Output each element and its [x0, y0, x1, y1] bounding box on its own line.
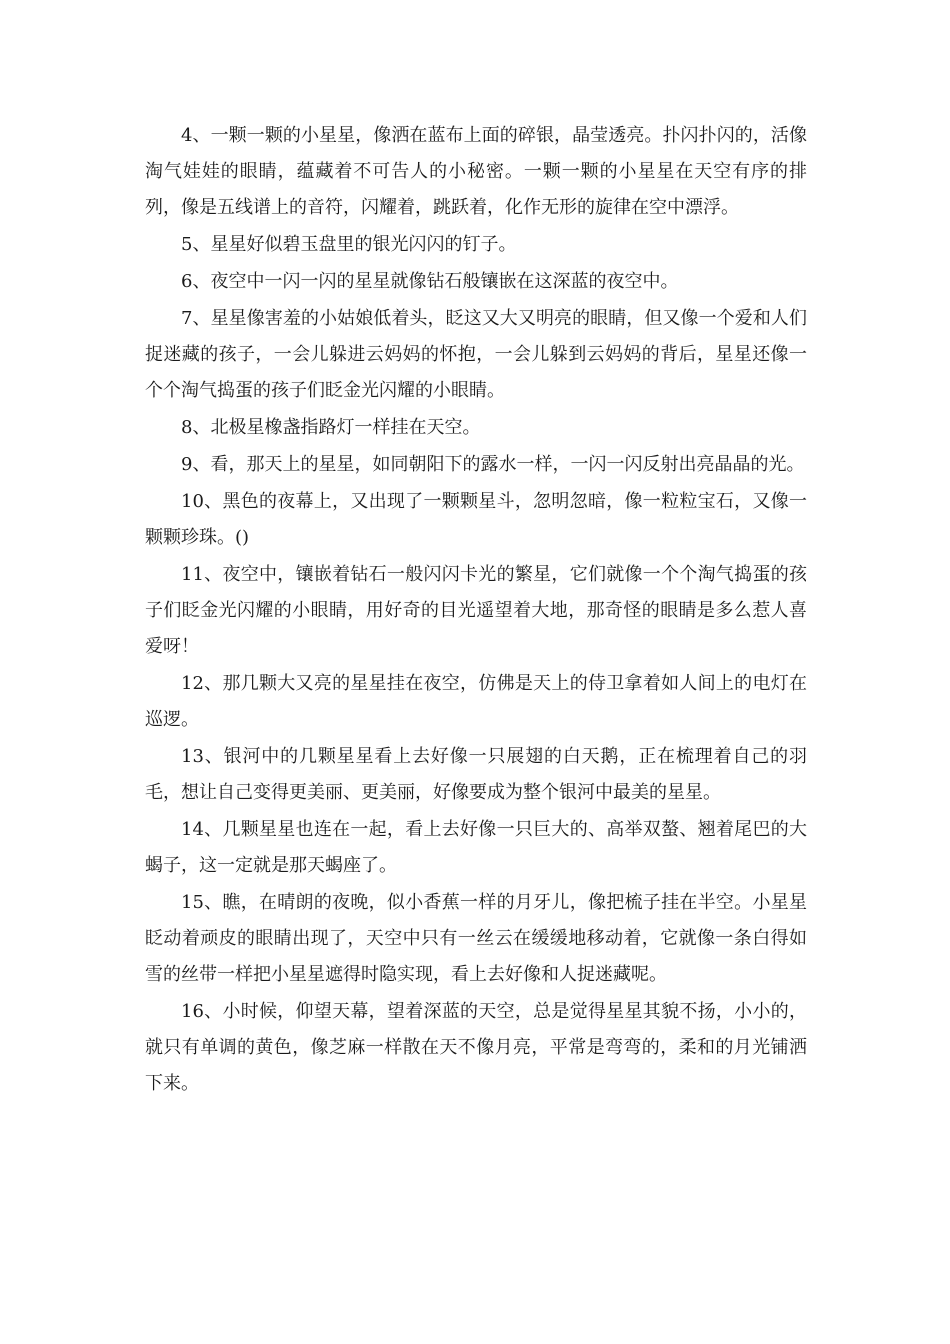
paragraph-8: 8、北极星橡盏指路灯一样挂在天空。	[181, 417, 481, 438]
paragraph-6: 6、夜空中一闪一闪的星星就像钻石般镶嵌在这深蓝的夜空中。	[181, 271, 679, 292]
paragraph-12: 12、那几颗大又亮的星星挂在夜空，仿佛是天上的侍卫拿着如人间上的电灯在巡逻。	[145, 673, 807, 730]
paragraph-4: 4、一颗一颗的小星星，像洒在蓝布上面的碎银，晶莹透亮。扑闪扑闪的，活像淘气娃娃的眼睛，蕴藏着不可告人的小秘密。一颗一颗的小星星在天空有序的排列，像是五线谱上的音符，闪耀着，跳跃着，化作无形的旋律在空中漂浮。	[145, 125, 807, 218]
document-body	[145, 118, 807, 1103]
paragraph-16: 16、小时候，仰望天幕，望着深蓝的天空，总是觉得星星其貌不扬，小小的，就只有单调的黄色，像芝麻一样散在天不像月亮，平常是弯弯的，柔和的月光铺洒下来。	[145, 1001, 807, 1094]
paragraph-15: 15、瞧，在晴朗的夜晚，似小香蕉一样的月牙儿，像把梳子挂在半空。小星星眨动着顽皮的眼睛出现了，天空中只有一丝云在缓缓地移动着，它就像一条白得如雪的丝带一样把小星星遮得时隐实现，看上去好像和人捉迷藏呢。	[145, 892, 807, 985]
paragraph-7: 7、星星像害羞的小姑娘低着头，眨这又大又明亮的眼睛，但又像一个爱和人们捉迷藏的孩子，一会儿躲进云妈妈的怀抱，一会儿躲到云妈妈的背后，星星还像一个个淘气捣蛋的孩子们眨金光闪耀的小眼睛。	[145, 308, 807, 401]
paragraph-13: 13、银河中的几颗星星看上去好像一只展翅的白天鹅，正在梳理着自己的羽毛，想让自己变得更美丽、更美丽，好像要成为整个银河中最美的星星。	[145, 746, 807, 803]
paragraph-14: 14、几颗星星也连在一起，看上去好像一只巨大的、高举双螯、翘着尾巴的大蝎子，这一定就是那天蝎座了。	[145, 819, 807, 876]
paragraph-10: 10、黑色的夜幕上，又出现了一颗颗星斗，忽明忽暗，像一粒粒宝石，又像一颗颗珍珠。()	[145, 491, 807, 548]
paragraph-9: 9、看，那天上的星星，如同朝阳下的露水一样，一闪一闪反射出亮晶晶的光。	[181, 454, 805, 475]
paragraph-5: 5、星星好似碧玉盘里的银光闪闪的钉子。	[181, 234, 517, 255]
paragraph-11: 11、夜空中，镶嵌着钻石一般闪闪卡光的繁星，它们就像一个个淘气捣蛋的孩子们眨金光闪耀的小眼睛，用好奇的目光遥望着大地，那奇怪的眼睛是多么惹人喜爱呀！	[145, 564, 807, 657]
